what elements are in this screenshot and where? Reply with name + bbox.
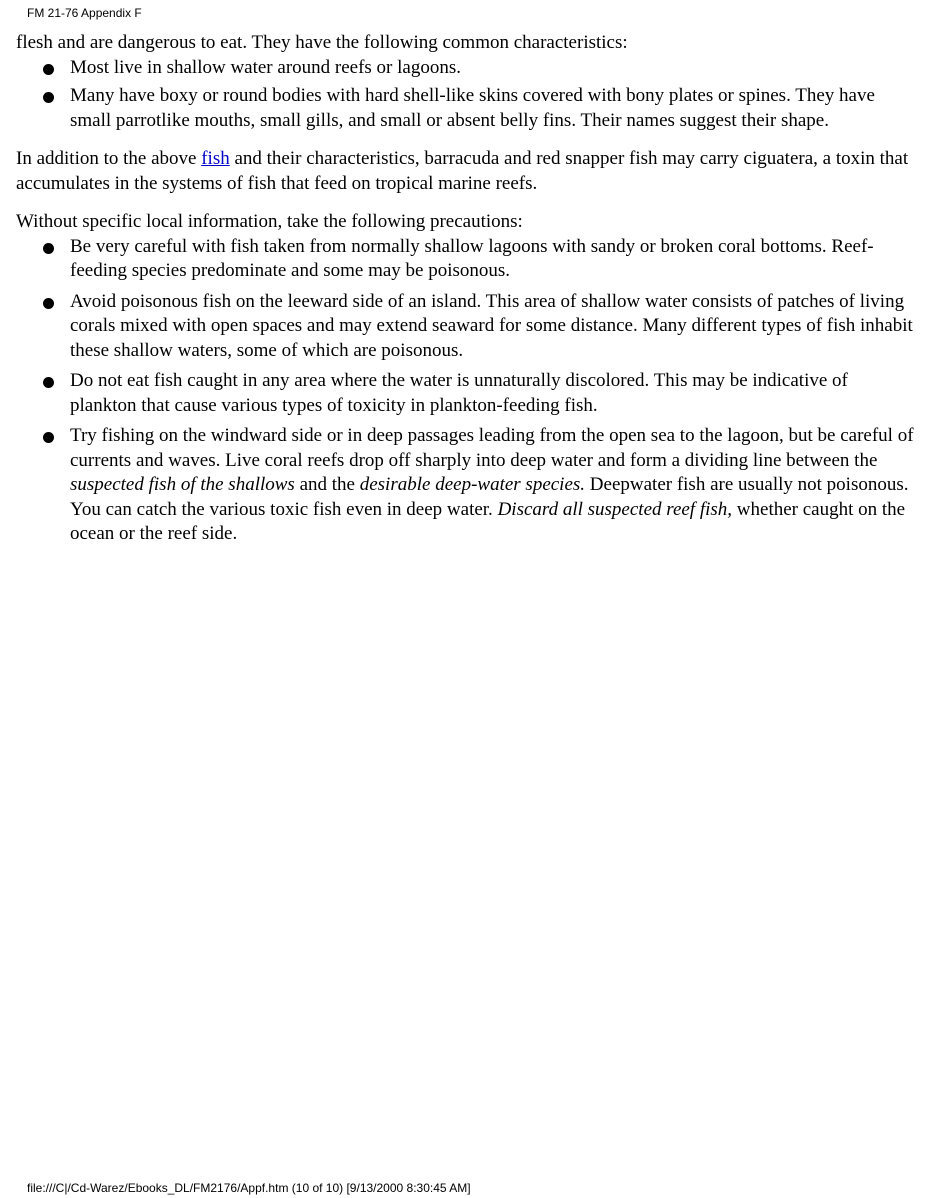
list-item-text: Most live in shallow water around reefs or lagoons. xyxy=(70,56,461,78)
intro-paragraph: flesh and are dangerous to eat. They have the following common characteristics: xyxy=(16,32,628,53)
fish-link[interactable]: fish xyxy=(201,148,230,169)
document-body xyxy=(16,31,916,547)
list-item xyxy=(16,84,916,133)
text-run: and the xyxy=(294,474,360,495)
bullet-icon xyxy=(43,92,54,103)
bullet-icon xyxy=(43,64,54,75)
list-item-text xyxy=(70,425,914,544)
page-header: FM 21-76 Appendix F xyxy=(27,6,142,20)
precautions-list xyxy=(16,235,916,547)
list-item xyxy=(16,290,916,364)
addition-text-before: In addition to the above xyxy=(16,148,202,169)
characteristics-list xyxy=(16,56,916,134)
list-item xyxy=(16,369,916,418)
text-run: whether caught on the ocean or the reef side. xyxy=(70,498,906,544)
list-item xyxy=(16,235,916,284)
bullet-icon xyxy=(43,377,54,388)
precautions-intro: Without specific local information, take the following precautions: xyxy=(16,211,523,232)
page-footer: file:///C|/Cd-Warez/Ebooks_DL/FM2176/Appf.htm (10 of 10) [9/13/2000 8:30:45 AM] xyxy=(27,1181,471,1195)
italic-text: Discard all suspected reef fish, xyxy=(497,498,733,520)
bullet-icon xyxy=(43,243,54,254)
list-item xyxy=(16,56,916,81)
addition-text-after: and their characteristics, barracuda and red snapper fish may carry ciguatera, a toxin that accumulates in the systems of fish that feed on tropical marine reefs. xyxy=(16,148,909,194)
addition-paragraph xyxy=(16,147,916,196)
list-item-text: Avoid poisonous fish on the leeward side of an island. This area of shallow water consists of patches of living corals mixed with open spaces and may extend seaward for some distance. Many different types of fish inhabit these shallow waters, some of which are poisonous. xyxy=(70,290,913,361)
bullet-icon xyxy=(43,432,54,443)
text-run: Deepwater fish are usually not poisonous. You can catch the various toxic fish even in deep water. xyxy=(70,474,909,520)
list-item xyxy=(16,424,916,547)
bullet-icon xyxy=(43,298,54,309)
list-item-text: Do not eat fish caught in any area where the water is unnaturally discolored. This may be indicative of plankton that cause various types of toxicity in plankton-feeding fish. xyxy=(70,370,848,416)
italic-text: desirable deep-water species. xyxy=(359,474,586,495)
text-run: Try fishing on the windward side or in deep passages leading from the open sea to the lagoon, but be careful of currents and waves. Live coral reefs drop off sharply into deep water and form a dividing line between the xyxy=(70,425,914,471)
italic-text: suspected fish of the shallows xyxy=(70,474,295,495)
list-item-text: Many have boxy or round bodies with hard shell-like skins covered with bony plates or spines. They have small parrotlike mouths, small gills, and small or absent belly fins. Their names suggest their shape. xyxy=(70,85,875,131)
list-item-text: Be very careful with fish taken from normally shallow lagoons with sandy or broken coral bottoms. Reef-feeding species predominate and some may be poisonous. xyxy=(70,235,874,281)
